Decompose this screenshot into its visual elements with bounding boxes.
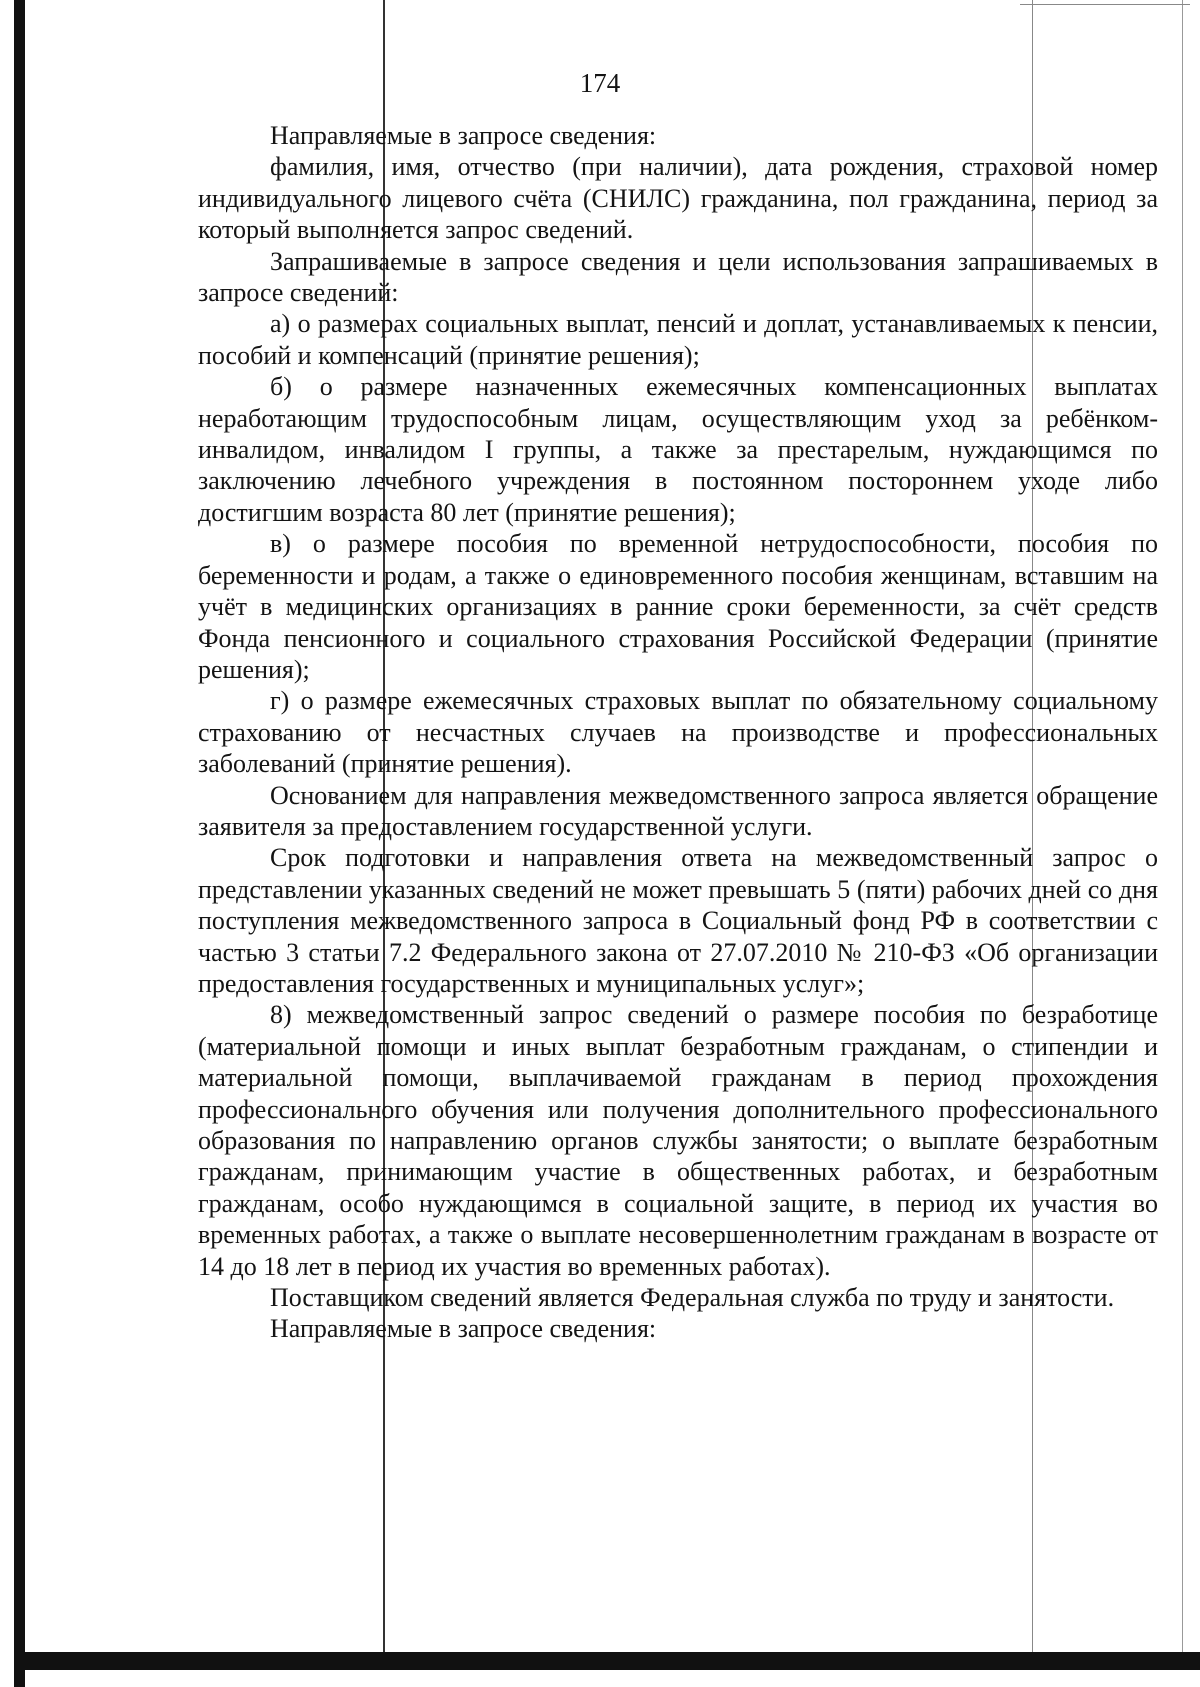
paragraph: Поставщиком сведений является Федеральная служба по труду и занятости. <box>270 1283 1115 1313</box>
scan-left-edge <box>14 0 25 1687</box>
paragraph: Запрашиваемые в запросе сведения и цели использования запрашиваемых в запросе сведений: <box>198 246 1158 308</box>
scan-fold-line <box>1182 0 1183 1652</box>
scan-fold-line <box>1020 4 1190 5</box>
paragraph: Направляемые в запросе сведения: <box>270 121 657 150</box>
paragraph: 8) межведомственный запрос сведений о размере пособия по безработице (материальной помощи и иных выплат безработным гражданам, о стипендии и материальной помощи, выплачиваемой гражданам в период прохождения профессионального обучения или получения дополнительного профессионального образования по направлению органов службы занятости; о выплате безработным гражданам, принимающим участие в общественных работах, и безработным гражданам, особо нуждающимся в социальной защите, в период их участия во временных работах, а также о выплате несовершеннолетним гражданам в возрасте от 14 до 18 лет в период их участия во временных работах). <box>198 1000 1158 1281</box>
paragraph: Направляемые в запросе сведения: <box>270 1314 657 1344</box>
page-number: 174 <box>579 68 621 98</box>
paragraph: Основанием для направления межведомственного запроса является обращение заявителя за предоставлением государственной услуги. <box>198 780 1158 841</box>
scan-bottom-edge <box>25 1652 1200 1670</box>
paragraph: г) о размере ежемесячных страховых выплат по обязательному социальному страхованию от несчастных случаев на производстве и профессиональных заболеваний (принятие решения). <box>198 686 1158 779</box>
paragraph: фамилия, имя, отчество (при наличии), дата рождения, страховой номер индивидуального лицевого счёта (СНИЛС) гражданина, пол гражданина, период за который выполняется запрос сведений. <box>198 152 1158 245</box>
paragraph: Срок подготовки и направления ответа на межведомственный запрос о представлении указанных сведений не может превышать 5 (пяти) рабочих дней со дня поступления межведомственного запроса в Социальный фонд РФ в соответствии с частью 3 статьи 7.2 Федерального закона от 27.07.2010 № 210-ФЗ «Об организации предоставления государственных и муниципальных услуг»; <box>198 843 1158 998</box>
body-text <box>198 120 1158 1345</box>
paragraph: б) о размере назначенных ежемесячных компенсационных выплатах неработающим трудоспособным лицам, осуществляющим уход за ребёнком-инвалидом, инвалидом I группы, а также за престарелым, нуждающимся по заключению лечебного учреждения в постоянном постороннем уходе либо достигшим возраста 80 лет (принятие решения); <box>198 372 1158 527</box>
paragraph: а) о размерах социальных выплат, пенсий и доплат, устанавливаемых к пенсии, пособий и компенсаций (принятие решения); <box>198 309 1158 370</box>
paragraph: в) о размере пособия по временной нетрудоспособности, пособия по беременности и родам, а также о единовременного пособия женщинам, вставшим на учёт в медицинских организациях в ранние сроки беременности, за счёт средств Фонда пенсионного и социального страхования Российской Федерации (принятие решения); <box>198 529 1158 684</box>
